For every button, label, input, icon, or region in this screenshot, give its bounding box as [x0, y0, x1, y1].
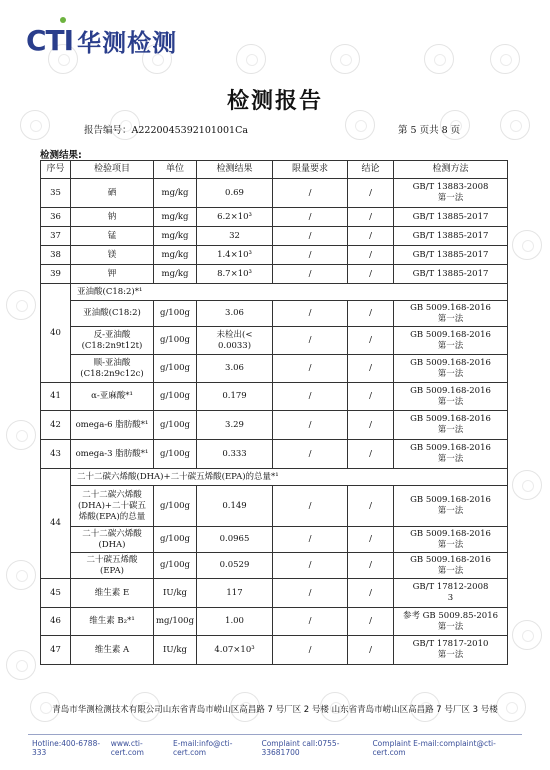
test-result: 6.2×10³ — [197, 208, 273, 227]
table-header-row — [41, 161, 508, 179]
conclusion: / — [348, 411, 394, 440]
table-row — [41, 265, 508, 284]
unit: mg/100g — [154, 608, 197, 636]
unit: mg/kg — [154, 208, 197, 227]
test-item: α-亚麻酸*¹ — [71, 383, 154, 411]
test-method: GB 5009.168-2016 第一法 — [394, 440, 508, 469]
table-row — [41, 553, 508, 579]
test-method: GB 5009.168-2016 第一法 — [394, 411, 508, 440]
limit-requirement: / — [273, 246, 348, 265]
unit: g/100g — [154, 301, 197, 327]
limit-requirement: / — [273, 265, 348, 284]
test-item: 硒 — [71, 179, 154, 208]
test-method: GB 5009.168-2016 第一法 — [394, 383, 508, 411]
test-result: 3.06 — [197, 355, 273, 383]
footer-divider — [28, 734, 522, 735]
test-item: 二十碳五烯酸 (EPA) — [71, 553, 154, 579]
test-method: GB/T 13885-2017 — [394, 227, 508, 246]
conclusion: / — [348, 486, 394, 527]
limit-requirement: / — [273, 411, 348, 440]
conclusion: / — [348, 327, 394, 355]
test-result: 0.0529 — [197, 553, 273, 579]
limit-requirement: / — [273, 440, 348, 469]
conclusion: / — [348, 527, 394, 553]
table-row — [41, 527, 508, 553]
conclusion: / — [348, 608, 394, 636]
unit: g/100g — [154, 440, 197, 469]
table-row — [41, 284, 508, 301]
test-result: 0.0965 — [197, 527, 273, 553]
conclusion: / — [348, 227, 394, 246]
table-row — [41, 608, 508, 636]
complaint-email-link[interactable]: Complaint E-mail:complaint@cti-cert.com — [372, 739, 496, 757]
test-result: 0.149 — [197, 486, 273, 527]
unit: mg/kg — [154, 227, 197, 246]
logo-name: 华测检测 — [77, 28, 178, 57]
limit-requirement: / — [273, 227, 348, 246]
table-row — [41, 383, 508, 411]
test-method: GB 5009.168-2016 第一法 — [394, 301, 508, 327]
conclusion: / — [348, 553, 394, 579]
row-number: 38 — [41, 246, 71, 265]
test-method: GB 5009.168-2016 第一法 — [394, 553, 508, 579]
test-item: 维生素 A — [71, 636, 154, 665]
company-logo — [26, 20, 177, 60]
test-item: 钠 — [71, 208, 154, 227]
header-cell: 单位 — [154, 161, 197, 179]
unit: g/100g — [154, 486, 197, 527]
conclusion: / — [348, 265, 394, 284]
row-number: 43 — [41, 440, 71, 469]
table-row — [41, 440, 508, 469]
conclusion: / — [348, 355, 394, 383]
row-number: 40 — [41, 284, 71, 383]
test-result: 未检出(< 0.0033) — [197, 327, 273, 355]
row-number: 45 — [41, 579, 71, 608]
test-result: 1.4×10³ — [197, 246, 273, 265]
test-result: 32 — [197, 227, 273, 246]
conclusion: / — [348, 383, 394, 411]
report-number: 报告编号：A2220045392101001Ca — [84, 125, 249, 136]
table-row — [41, 579, 508, 608]
limit-requirement: / — [273, 486, 348, 527]
table-row — [41, 246, 508, 265]
test-item: 钾 — [71, 265, 154, 284]
row-number: 36 — [41, 208, 71, 227]
conclusion: / — [348, 301, 394, 327]
row-number: 46 — [41, 608, 71, 636]
table-row — [41, 355, 508, 383]
results-table — [40, 160, 508, 665]
limit-requirement: / — [273, 208, 348, 227]
test-result: 3.29 — [197, 411, 273, 440]
test-result: 4.07×10³ — [197, 636, 273, 665]
test-method: GB/T 13883-2008 第一法 — [394, 179, 508, 208]
report-title: 检测报告 — [226, 88, 323, 114]
logo-dot-wrap — [26, 20, 66, 30]
unit: g/100g — [154, 383, 197, 411]
test-method: GB 5009.168-2016 第一法 — [394, 327, 508, 355]
test-method: GB/T 13885-2017 — [394, 208, 508, 227]
row-number: 42 — [41, 411, 71, 440]
test-item: 维生素 E — [71, 579, 154, 608]
test-method: GB 5009.168-2016 第一法 — [394, 486, 508, 527]
test-result: 1.00 — [197, 608, 273, 636]
logo-mark: CTI — [26, 23, 74, 57]
section-title: 检测结果: — [40, 150, 82, 161]
test-item: 亚油酸(C18:2) — [71, 301, 154, 327]
conclusion: / — [348, 208, 394, 227]
group-title: 二十二碳六烯酸(DHA)+二十碳五烯酸(EPA)的总量*¹ — [71, 469, 508, 486]
unit: IU/kg — [154, 579, 197, 608]
test-item: 反-亚油酸 (C18:2n9t12t) — [71, 327, 154, 355]
table-row — [41, 327, 508, 355]
footer-address: 青岛市华测检测技术有限公司山东省青岛市崂山区高昌路 7 号厂区 2 号楼 山东省青岛市崂山区高昌路 7 号厂区 3 号楼 — [52, 705, 498, 715]
website-link[interactable]: www.cti-cert.com — [110, 739, 144, 757]
test-item: 二十二碳六烯酸 (DHA)+二十碳五 烯酸(EPA)的总量 — [71, 486, 154, 527]
limit-requirement: / — [273, 327, 348, 355]
row-number: 47 — [41, 636, 71, 665]
row-number: 39 — [41, 265, 71, 284]
header-cell: 检验项目 — [71, 161, 154, 179]
conclusion: / — [348, 246, 394, 265]
conclusion: / — [348, 179, 394, 208]
test-result: 0.333 — [197, 440, 273, 469]
conclusion: / — [348, 440, 394, 469]
limit-requirement: / — [273, 301, 348, 327]
complaint-call: Complaint call:0755-33681700 — [261, 739, 340, 757]
test-item: omega-6 脂肪酸*¹ — [71, 411, 154, 440]
limit-requirement: / — [273, 527, 348, 553]
header-cell: 序号 — [41, 161, 71, 179]
limit-requirement: / — [273, 553, 348, 579]
group-title: 亚油酸(C18:2)*¹ — [71, 284, 508, 301]
test-item: 二十二碳六烯酸 (DHA) — [71, 527, 154, 553]
table-row — [41, 301, 508, 327]
header-cell: 检测结果 — [197, 161, 273, 179]
row-number: 44 — [41, 469, 71, 579]
test-item: 锰 — [71, 227, 154, 246]
table-row — [41, 486, 508, 527]
test-method: GB 5009.168-2016 第一法 — [394, 527, 508, 553]
row-number: 41 — [41, 383, 71, 411]
test-result: 3.06 — [197, 301, 273, 327]
contact-bar — [32, 739, 522, 757]
test-item: omega-3 脂肪酸*¹ — [71, 440, 154, 469]
limit-requirement: / — [273, 579, 348, 608]
limit-requirement: / — [273, 179, 348, 208]
test-result: 8.7×10³ — [197, 265, 273, 284]
row-number: 35 — [41, 179, 71, 208]
test-method: GB/T 17817-2010 第一法 — [394, 636, 508, 665]
table-row — [41, 469, 508, 486]
test-result: 0.179 — [197, 383, 273, 411]
row-number: 37 — [41, 227, 71, 246]
test-method: GB 5009.168-2016 第一法 — [394, 355, 508, 383]
table-row — [41, 227, 508, 246]
conclusion: / — [348, 636, 394, 665]
unit: g/100g — [154, 411, 197, 440]
header-cell: 限量要求 — [273, 161, 348, 179]
page-number: 第 5 页共 8 页 — [398, 125, 461, 136]
unit: mg/kg — [154, 179, 197, 208]
header-cell: 检测方法 — [394, 161, 508, 179]
hotline: Hotline:400-6788-333 — [32, 739, 101, 757]
test-method: GB/T 17812-2008 3 — [394, 579, 508, 608]
table-row — [41, 636, 508, 665]
logo-dot-icon — [60, 17, 66, 23]
header-cell: 结论 — [348, 161, 394, 179]
unit: mg/kg — [154, 246, 197, 265]
unit: g/100g — [154, 527, 197, 553]
limit-requirement: / — [273, 636, 348, 665]
limit-requirement: / — [273, 355, 348, 383]
table-row — [41, 179, 508, 208]
unit: g/100g — [154, 355, 197, 383]
conclusion: / — [348, 579, 394, 608]
limit-requirement: / — [273, 608, 348, 636]
table-row — [41, 411, 508, 440]
unit: mg/kg — [154, 265, 197, 284]
test-method: GB/T 13885-2017 — [394, 265, 508, 284]
email-link[interactable]: E-mail:info@cti-cert.com — [172, 739, 233, 757]
test-method: GB/T 13885-2017 — [394, 246, 508, 265]
test-method: 参考 GB 5009.85-2016 第一法 — [394, 608, 508, 636]
table-row — [41, 208, 508, 227]
unit: g/100g — [154, 553, 197, 579]
limit-requirement: / — [273, 383, 348, 411]
test-item: 顺-亚油酸 (C18:2n9c12c) — [71, 355, 154, 383]
side-seal-stamp — [532, 325, 550, 435]
test-item: 镁 — [71, 246, 154, 265]
test-item: 维生素 B₂*¹ — [71, 608, 154, 636]
unit: IU/kg — [154, 636, 197, 665]
test-result: 117 — [197, 579, 273, 608]
test-result: 0.69 — [197, 179, 273, 208]
unit: g/100g — [154, 327, 197, 355]
